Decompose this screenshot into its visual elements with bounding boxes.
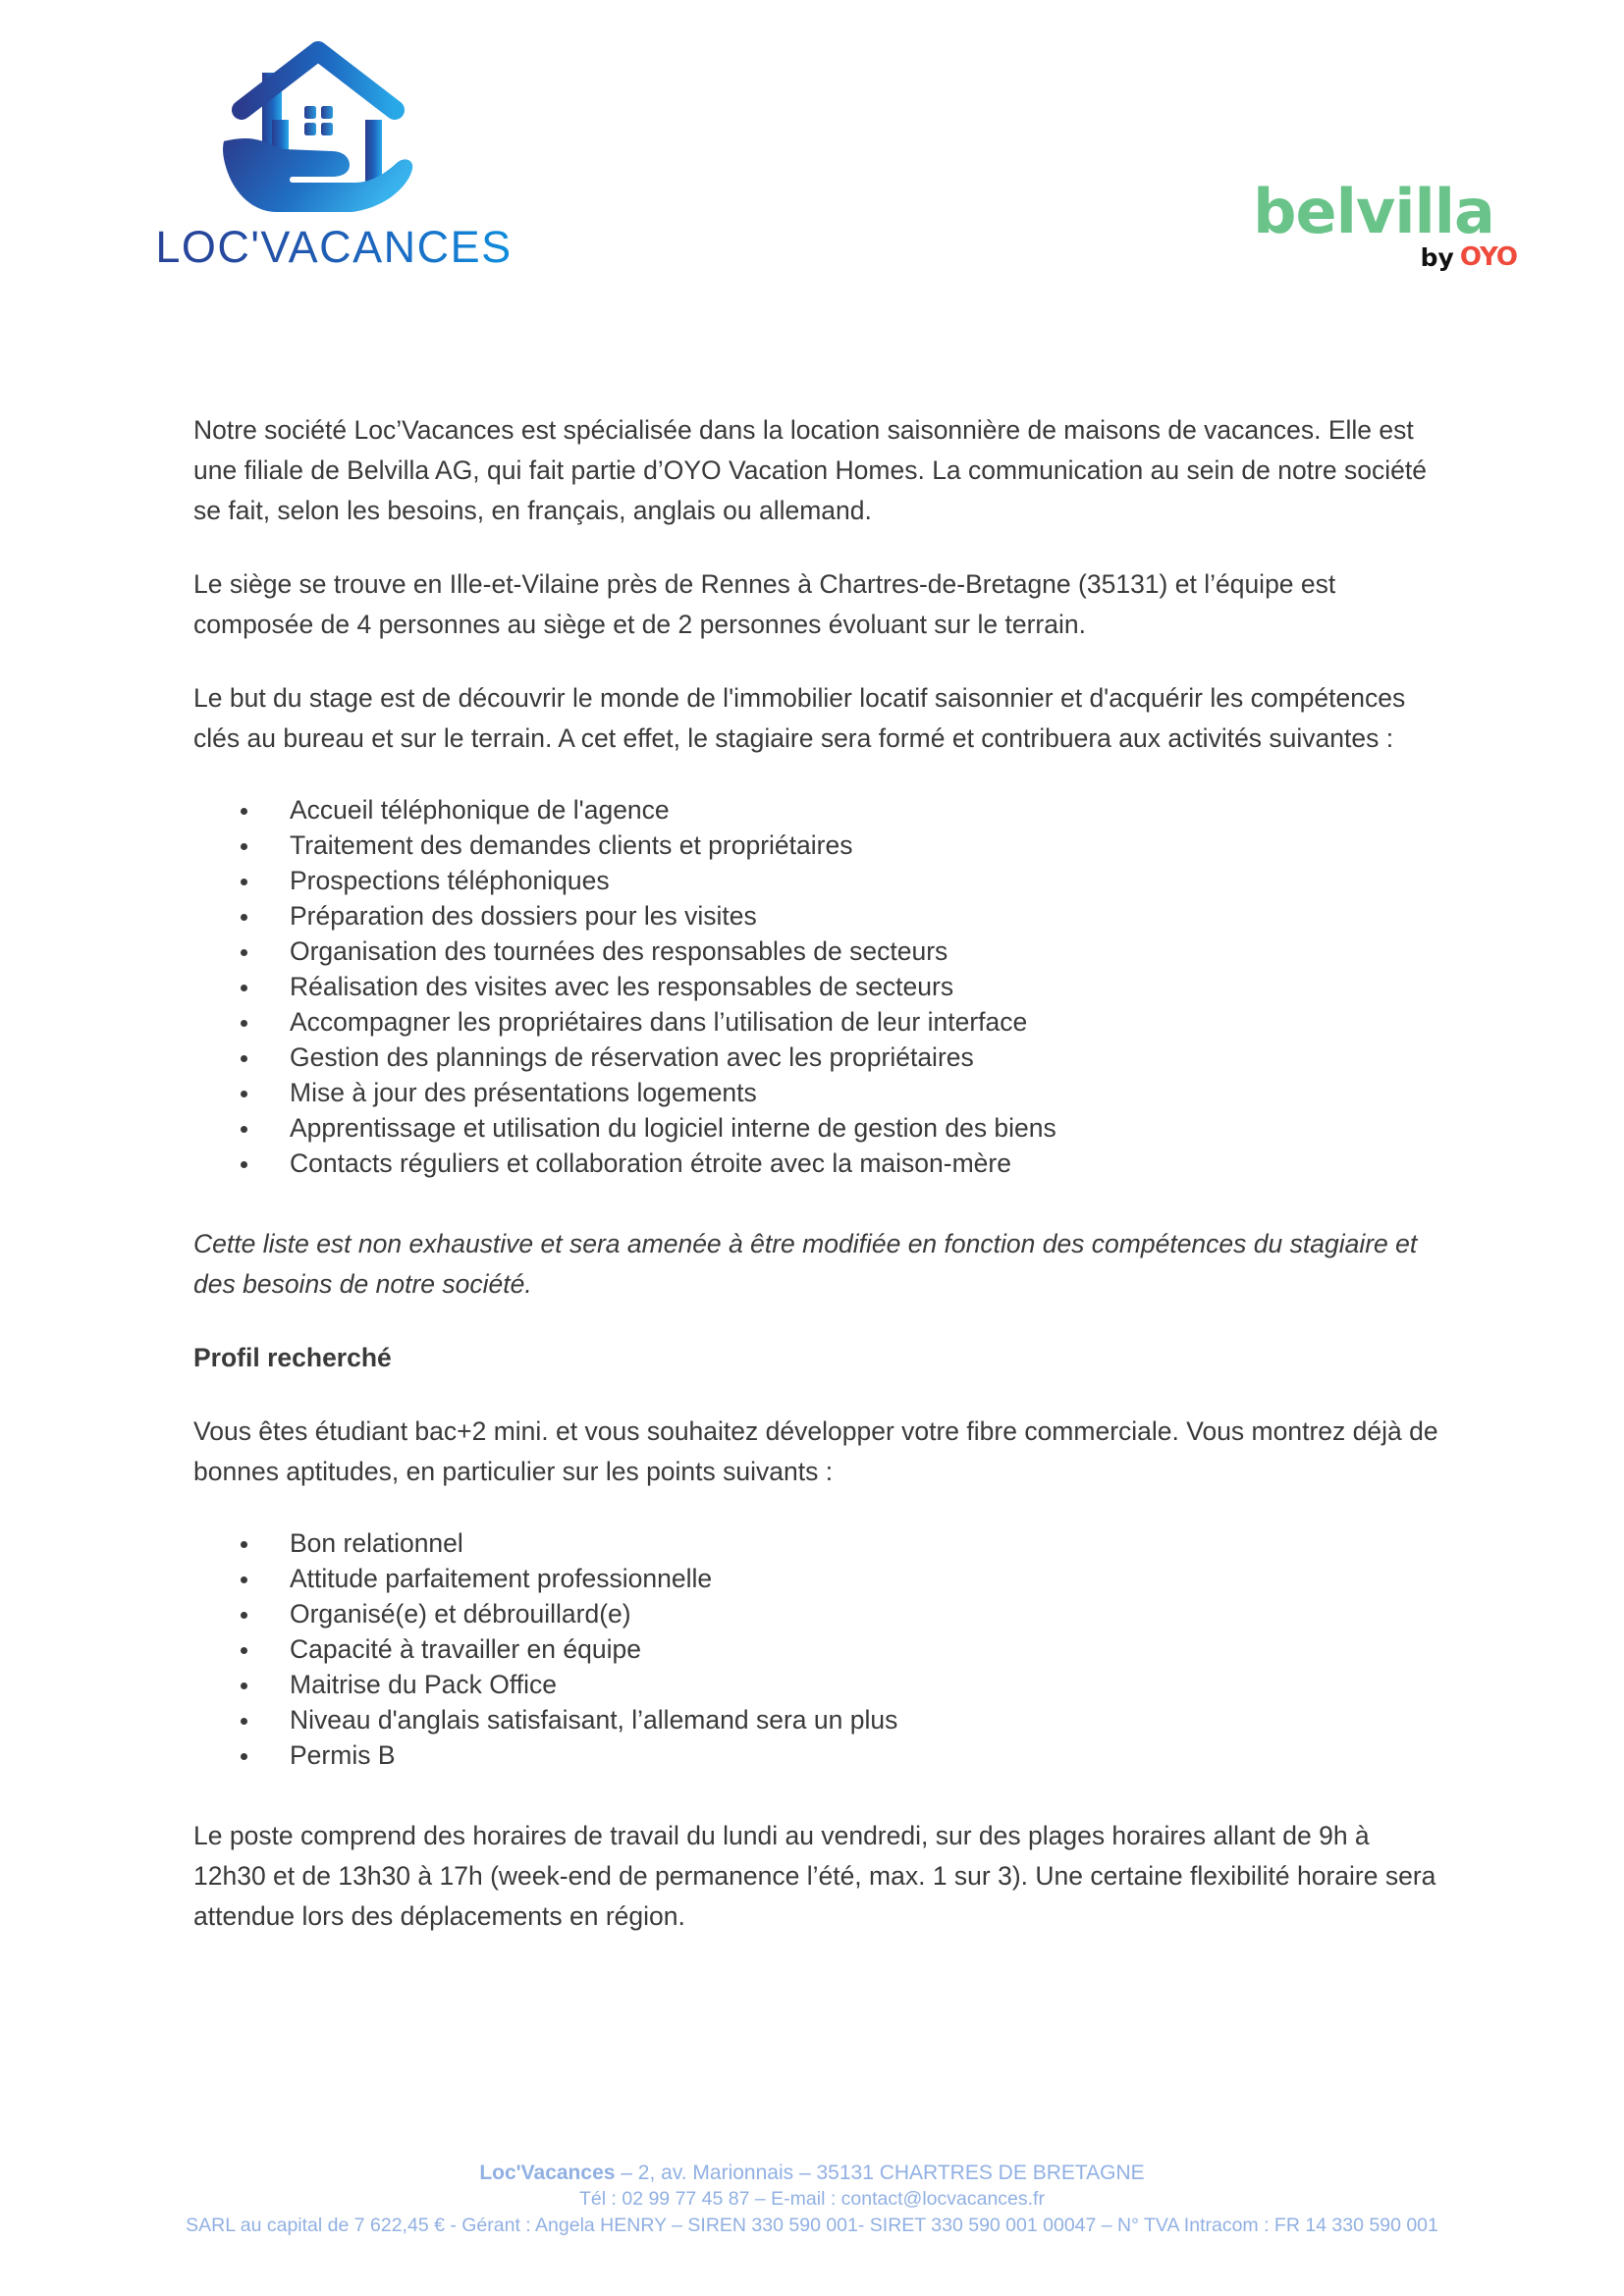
list-item: Accompagner les propriétaires dans l’utilisation de leur interface (193, 1004, 1440, 1040)
list-item: Niveau d'anglais satisfaisant, l’allemand sera un plus (193, 1702, 1440, 1737)
list-item: Mise à jour des présentations logements (193, 1075, 1440, 1110)
footer-company-name: Loc'Vacances (479, 2162, 616, 2184)
list-item: Permis B (193, 1737, 1440, 1773)
list-item: Apprentissage et utilisation du logiciel interne de gestion des biens (193, 1110, 1440, 1146)
list-item: Maitrise du Pack Office (193, 1667, 1440, 1702)
list-item: Traitement des demandes clients et propriétaires (193, 828, 1440, 863)
belvilla-by-label: by (1420, 242, 1454, 272)
list-item: Organisé(e) et débrouillard(e) (193, 1596, 1440, 1631)
house-in-hand-logo-icon (216, 29, 422, 216)
list-item: Bon relationnel (193, 1525, 1440, 1561)
spacer (193, 1806, 1440, 1816)
list-item: Attitude parfaitement professionnelle (193, 1561, 1440, 1596)
footer-legal-line: SARL au capital de 7 622,45 € - Gérant : Angela HENRY – SIREN 330 590 001- SIRET 330 590 001 00047 – N° TVA Intracom : FR 14 330 590 001 (186, 2215, 1438, 2236)
belvilla-by-oyo (1226, 244, 1521, 270)
heading-profil-recherche: Profil recherché (193, 1343, 392, 1372)
spacer (193, 1214, 1440, 1224)
document-body (193, 410, 1440, 1970)
belvilla-wordmark: belvilla (1253, 176, 1494, 247)
list-item: Préparation des dossiers pour les visites (193, 898, 1440, 934)
paragraph-company-intro: Notre société Loc’Vacances est spécialisée dans la location saisonnière de maisons de vacances. Elle est une filiale de Belvilla AG, qui fait partie d’OYO Vacation Homes. La communication au sein de notre société se fait, selon les besoins, en français, anglais ou allemand. (193, 415, 1427, 525)
list-item: Organisation des tournées des responsables de secteurs (193, 934, 1440, 969)
paragraph-internship-goal: Le but du stage est de découvrir le monde de l'immobilier locatif saisonnier et d'acquérir les compétences clés au bureau et sur le terrain. A cet effet, le stagiaire sera formé et contribuera aux activités suivantes : (193, 683, 1406, 753)
list-item: Contacts réguliers et collaboration étroite avec la maison-mère (193, 1146, 1440, 1181)
list-item: Gestion des plannings de réservation avec les propriétaires (193, 1040, 1440, 1075)
paragraph-disclaimer: Cette liste est non exhaustive et sera amenée à être modifiée en fonction des compétences du stagiaire et des besoins de notre société. (193, 1229, 1418, 1299)
document-header (0, 0, 1624, 304)
paragraph-headquarters: Le siège se trouve en Ille-et-Vilaine près de Rennes à Chartres-de-Bretagne (35131) et l’équipe est composée de 4 personnes au siège et de 2 personnes évoluant sur le terrain. (193, 569, 1336, 639)
footer-address: – 2, av. Marionnais – 35131 CHARTRES DE BRETAGNE (615, 2162, 1145, 2184)
list-item: Prospections téléphoniques (193, 863, 1440, 898)
footer-address-line (0, 2160, 1624, 2186)
belvilla-logo (1226, 176, 1521, 290)
locvacances-logo (59, 29, 609, 285)
paragraph-candidate-profile: Vous êtes étudiant bac+2 mini. et vous souhaitez développer votre fibre commerciale. Vous montrez déjà de bonnes aptitudes, en particulier sur les points suivants : (193, 1416, 1438, 1486)
qualities-list (193, 1525, 1440, 1773)
list-item: Capacité à travailler en équipe (193, 1631, 1440, 1667)
locvacances-wordmark: LOC'VACANCES (59, 222, 609, 273)
paragraph-working-hours: Le poste comprend des horaires de travail du lundi au vendredi, sur des plages horaires allant de 9h à 12h30 et de 13h30 à 17h (week-end de permanence l’été, max. 1 sur 3). Une certaine flexibilité horaire sera attendue lors des déplacements en région. (193, 1821, 1436, 1931)
oyo-wordmark: OYO (1459, 242, 1517, 272)
list-item: Réalisation des visites avec les responsables de secteurs (193, 969, 1440, 1004)
document-footer (0, 2160, 1624, 2239)
footer-contact-line: Tél : 02 99 77 45 87 – E-mail : contact@locvacances.fr (579, 2188, 1045, 2210)
activities-list (193, 792, 1440, 1181)
list-item: Accueil téléphonique de l'agence (193, 792, 1440, 828)
